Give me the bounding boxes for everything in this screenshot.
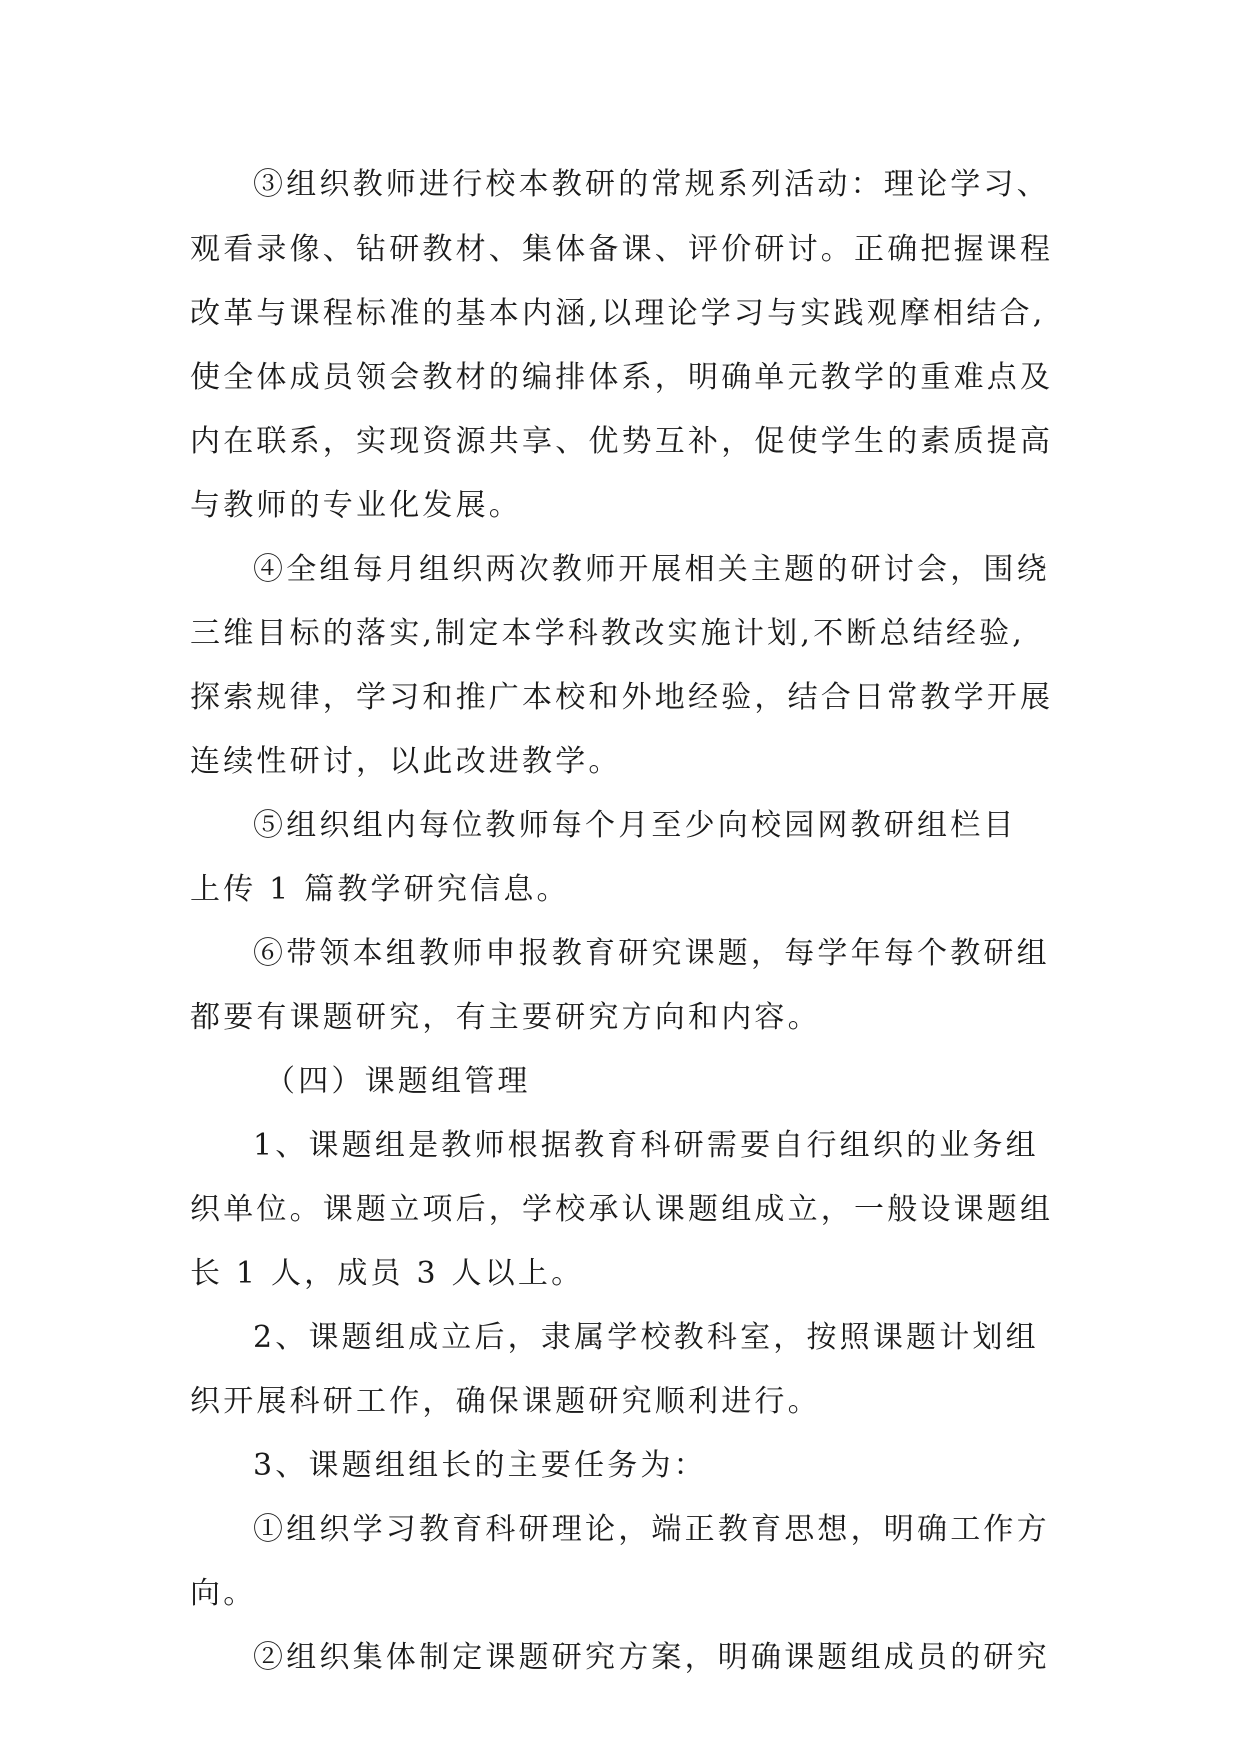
paragraph-line: 都要有课题研究，有主要研究方向和内容。 (190, 1000, 821, 1035)
paragraph-line: ②组织集体制定课题研究方案，明确课题组成员的研究 (253, 1640, 1050, 1675)
paragraph-line: 织开展科研工作，确保课题研究顺利进行。 (190, 1384, 821, 1419)
paragraph-line: 上传 1 篇教学研究信息。 (190, 872, 570, 907)
paragraph-line: 探索规律，学习和推广本校和外地经验，结合日常教学开展 (190, 680, 1054, 715)
paragraph-line: ③组织教师进行校本教研的常规系列活动：理论学习、 (253, 167, 1050, 202)
paragraph-line: 观看录像、钻研教材、集体备课、评价研讨。正确把握课程 (190, 232, 1054, 267)
section-heading: （四）课题组管理 (265, 1064, 531, 1099)
paragraph-line: 3、课题组组长的主要任务为： (253, 1448, 707, 1483)
paragraph-line: ⑥带领本组教师申报教育研究课题，每学年每个教研组 (253, 936, 1050, 971)
paragraph-line: 2、课题组成立后，隶属学校教科室，按照课题计划组 (253, 1320, 1039, 1355)
paragraph-line: 改革与课程标准的基本内涵,以理论学习与实践观摩相结合, (190, 296, 1046, 331)
paragraph-line: 织单位。课题立项后，学校承认课题组成立，一般设课题组 (190, 1192, 1054, 1227)
paragraph-line: 使全体成员领会教材的编排体系，明确单元教学的重难点及 (190, 360, 1054, 395)
paragraph-line: 向。 (190, 1576, 257, 1611)
paragraph-line: 1、课题组是教师根据教育科研需要自行组织的业务组 (253, 1128, 1039, 1163)
paragraph-line: ①组织学习教育科研理论，端正教育思想，明确工作方 (253, 1512, 1050, 1547)
paragraph-line: 内在联系，实现资源共享、优势互补，促使学生的素质提高 (190, 424, 1054, 459)
paragraph-line: 连续性研讨，以此改进教学。 (190, 744, 622, 779)
paragraph-line: ⑤组织组内每位教师每个月至少向校园网教研组栏目 (253, 808, 1017, 843)
paragraph-line: ④全组每月组织两次教师开展相关主题的研讨会，围绕 (253, 552, 1050, 587)
paragraph-line: 与教师的专业化发展。 (190, 488, 522, 523)
paragraph-line: 三维目标的落实,制定本学科教改实施计划,不断总结经验, (190, 616, 1026, 651)
paragraph-line: 长 1 人，成员 3 人以上。 (190, 1256, 585, 1291)
